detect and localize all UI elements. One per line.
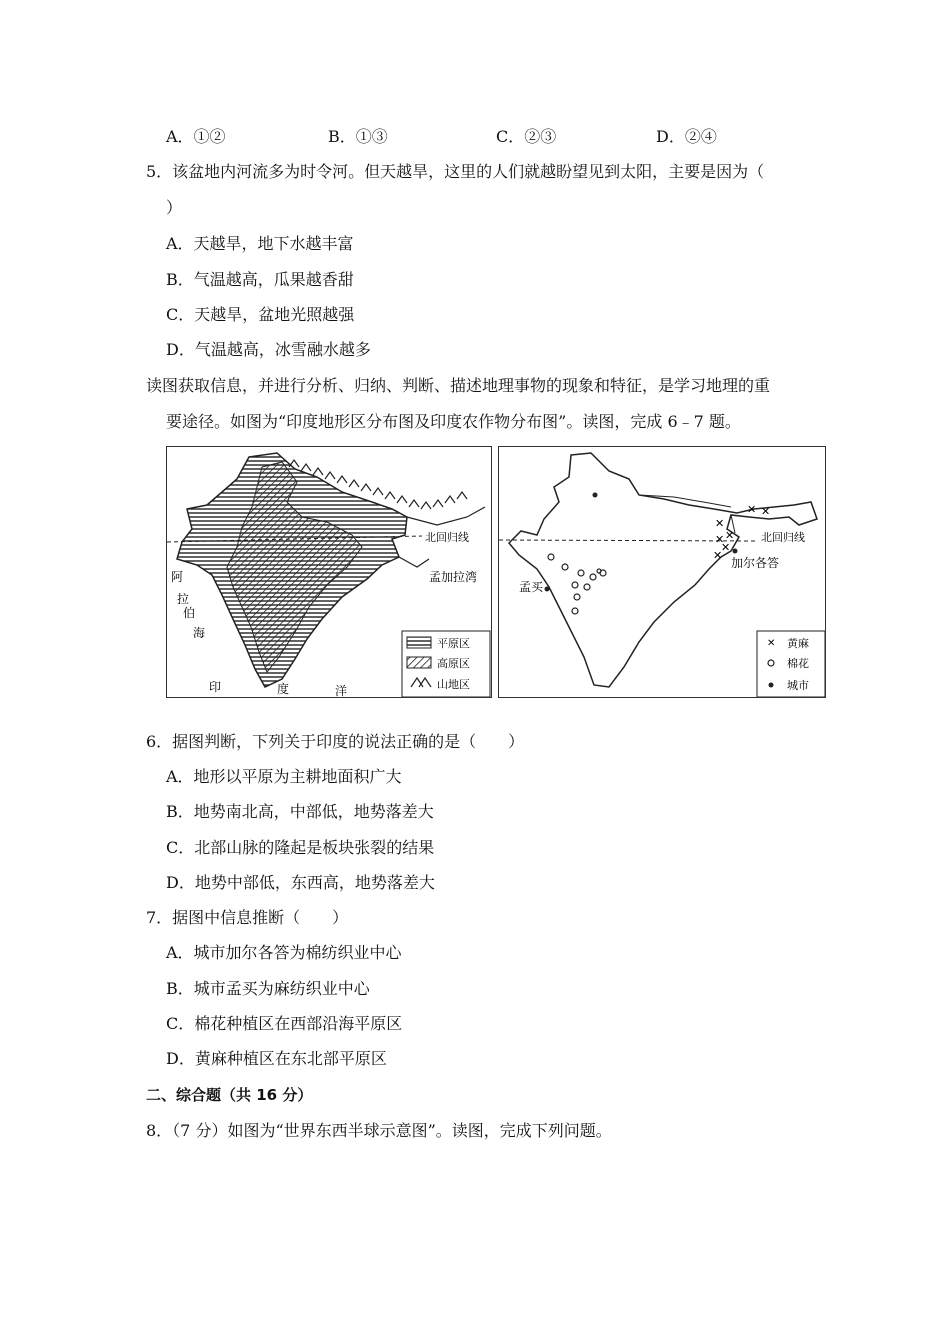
svg-text:✕: ✕ bbox=[713, 549, 723, 562]
q4-option-b: B．①③ bbox=[328, 127, 388, 146]
q6-option-c: C．北部山脉的隆起是板块张裂的结果 bbox=[166, 838, 435, 857]
bay-label: 孟加拉湾 bbox=[429, 570, 478, 584]
svg-text:✕: ✕ bbox=[715, 517, 725, 530]
india-terrain-map bbox=[166, 446, 492, 698]
q7-option-d: D．黄麻种植区在东北部平原区 bbox=[166, 1049, 387, 1068]
q6-stem: 6．据图判断，下列关于印度的说法正确的是（ ） bbox=[146, 732, 525, 751]
legend-city: 城市 bbox=[787, 679, 809, 692]
kolkata-label: 加尔各答 bbox=[731, 556, 780, 570]
svg-text:✕: ✕ bbox=[747, 503, 757, 516]
intro-line-1: 读图获取信息，并进行分析、归纳、判断、描述地理事物的现象和特征，是学习地理的重 bbox=[146, 376, 771, 395]
tropic-label: 北回归线 bbox=[425, 531, 469, 544]
city-kolkata bbox=[733, 549, 738, 554]
q5-stem-cont: ） bbox=[166, 198, 183, 217]
terrain-legend bbox=[402, 631, 490, 697]
q7-option-b: B．城市孟买为麻纺织业中心 bbox=[166, 979, 370, 998]
sea-label-2: 拉 bbox=[177, 592, 190, 606]
mumbai-label: 孟买 bbox=[519, 580, 544, 594]
q7-option-a: A．城市加尔各答为棉纺织业中心 bbox=[166, 943, 402, 962]
q8-stem: 8．（7 分）如图为“世界东西半球示意图”。读图，完成下列问题。 bbox=[146, 1121, 612, 1140]
q5-option-b: B．气温越高，瓜果越香甜 bbox=[166, 270, 354, 289]
sea-label-1: 阿 bbox=[171, 570, 184, 584]
india-crop-map bbox=[498, 446, 826, 698]
q4-option-c: C．②③ bbox=[496, 127, 557, 146]
legend-jute: 黄麻 bbox=[787, 637, 809, 650]
tropic-label-right: 北回归线 bbox=[761, 531, 805, 544]
svg-text:✕: ✕ bbox=[725, 529, 735, 542]
svg-text:✕: ✕ bbox=[761, 505, 771, 518]
svg-text:✕: ✕ bbox=[767, 638, 776, 649]
q4-option-d: D．②④ bbox=[656, 127, 717, 146]
svg-text:✕: ✕ bbox=[715, 533, 725, 546]
legend-plateau: 高原区 bbox=[437, 657, 470, 670]
q5-option-a: A．天越旱，地下水越丰富 bbox=[166, 234, 354, 253]
ocean-label-3: 洋 bbox=[335, 684, 348, 697]
city-delhi bbox=[593, 493, 598, 498]
city-mumbai bbox=[545, 587, 550, 592]
crop-legend bbox=[757, 631, 825, 697]
legend-cotton: 棉花 bbox=[787, 657, 809, 670]
q6-option-d: D．地势中部低，东西高，地势落差大 bbox=[166, 873, 435, 892]
legend-mountain: 山地区 bbox=[437, 678, 470, 691]
section-2-heading: 二、综合题（共 16 分） bbox=[146, 1086, 313, 1104]
ocean-label-1: 印 bbox=[209, 680, 222, 694]
svg-text:✕: ✕ bbox=[721, 541, 731, 554]
legend-plain: 平原区 bbox=[437, 637, 470, 650]
intro-line-2: 要途径。如图为“印度地形区分布图及印度农作物分布图”。读图，完成 6﹣7 题。 bbox=[166, 412, 741, 431]
q4-option-a: A．①② bbox=[166, 127, 226, 146]
cotton-marks bbox=[548, 554, 606, 614]
sea-label-3: 伯 bbox=[183, 606, 196, 620]
sea-label-4: 海 bbox=[193, 626, 206, 640]
q5-stem: 5．该盆地内河流多为时令河。但天越旱，这里的人们就越盼望见到太阳，主要是因为（ bbox=[146, 162, 765, 181]
q6-option-a: A．地形以平原为主耕地面积广大 bbox=[166, 767, 402, 786]
q6-option-b: B．地势南北高，中部低，地势落差大 bbox=[166, 802, 434, 821]
q5-option-c: C．天越旱，盆地光照越强 bbox=[166, 305, 355, 324]
q7-stem: 7．据图中信息推断（ ） bbox=[146, 908, 349, 927]
ocean-label-2: 度 bbox=[277, 682, 290, 696]
q5-option-d: D．气温越高，冰雪融水越多 bbox=[166, 340, 371, 359]
q7-option-c: C．棉花种植区在西部沿海平原区 bbox=[166, 1014, 403, 1033]
